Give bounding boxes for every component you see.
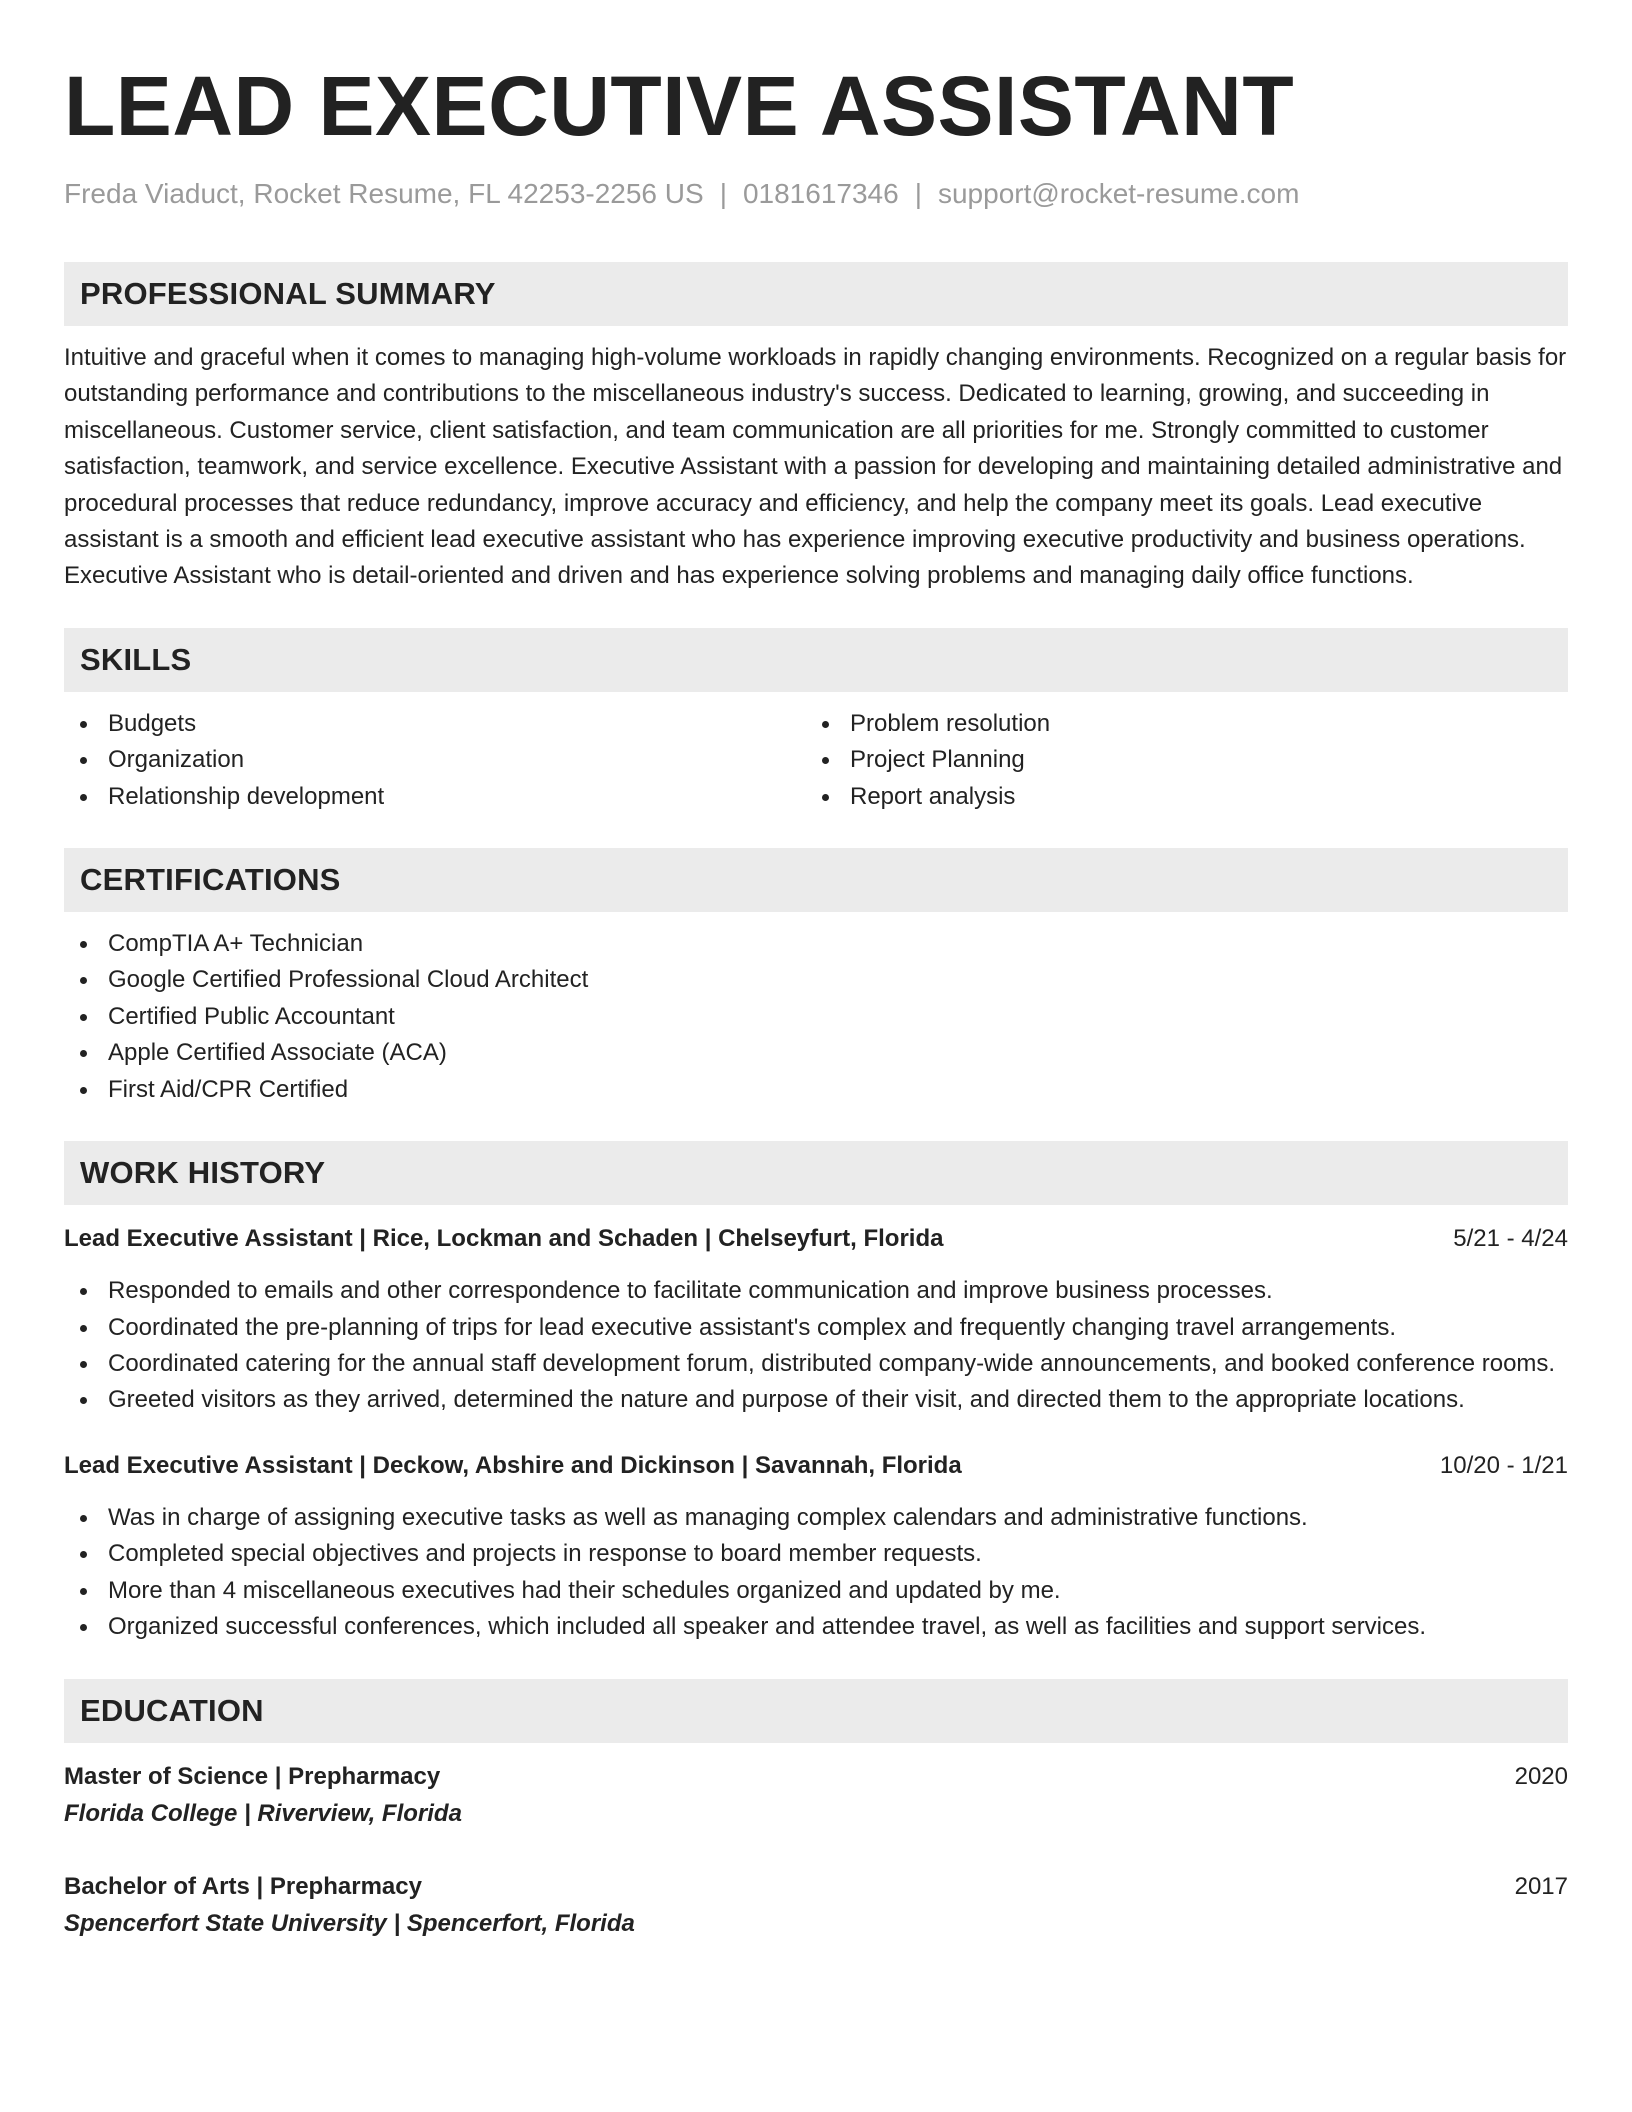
list-item: First Aid/CPR Certified bbox=[64, 1072, 1568, 1108]
list-item: Problem resolution bbox=[806, 706, 1548, 742]
list-item: Responded to emails and other correspondence to facilitate communication and improve business processes. bbox=[64, 1273, 1568, 1309]
section-header-skills: SKILLS bbox=[64, 628, 1568, 692]
list-item: More than 4 miscellaneous executives had their schedules organized and updated by me. bbox=[64, 1573, 1568, 1609]
job-entry bbox=[64, 1448, 1568, 1646]
job-heading-line bbox=[64, 1448, 1568, 1484]
job-bullets bbox=[64, 1500, 1568, 1646]
degree-title: Master of Science | Prepharmacy bbox=[64, 1763, 441, 1791]
email-text: support@rocket-resume.com bbox=[937, 178, 1300, 209]
job-heading-line bbox=[64, 1221, 1568, 1257]
contact-separator: | bbox=[914, 178, 922, 209]
certifications-list bbox=[64, 926, 1568, 1108]
education-entry bbox=[64, 1759, 1568, 1833]
list-item: Google Certified Professional Cloud Architect bbox=[64, 962, 1568, 998]
job-dates: 10/20 - 1/21 bbox=[1439, 1451, 1568, 1479]
list-item: Organized successful conferences, which included all speaker and attendee travel, as well as facilities and support services. bbox=[64, 1609, 1568, 1645]
job-entry bbox=[64, 1221, 1568, 1419]
list-item: Coordinated catering for the annual staff development forum, distributed company-wide announcements, and booked conference rooms. bbox=[64, 1346, 1568, 1382]
skills-list-left bbox=[64, 706, 806, 815]
list-item: Budgets bbox=[64, 706, 806, 742]
summary-text: Intuitive and graceful when it comes to managing high-volume workloads in rapidly changing environments. Recognized on a regular basis for outstanding performance and contributions to the miscellaneous industry's success. Dedicated to learning, growing, and succeeding in miscellaneous. Customer service, client satisfaction, and team communication are all priorities for me. Strongly committed to customer satisfaction, teamwork, and service excellence. Executive Assistant with a passion for developing and maintaining detailed administrative and procedural processes that reduce redundancy, improve accuracy and efficiency, and help the company meet its goals. Lead executive assistant is a smooth and efficient lead executive assistant who has experience improving executive productivity and business operations. Executive Assistant who is detail-oriented and driven and has experience solving problems and managing daily office functions. bbox=[64, 344, 1567, 590]
list-item: CompTIA A+ Technician bbox=[64, 926, 1568, 962]
list-item: Project Planning bbox=[806, 742, 1548, 778]
contact-line bbox=[64, 176, 1568, 212]
contact-separator: | bbox=[719, 178, 727, 209]
section-header-work-history: WORK HISTORY bbox=[64, 1141, 1568, 1205]
list-item: Certified Public Accountant bbox=[64, 999, 1568, 1035]
education-degree-line bbox=[64, 1869, 1568, 1905]
education-year: 2020 bbox=[1514, 1763, 1568, 1791]
list-item: Was in charge of assigning executive tasks as well as managing complex calendars and administrative functions. bbox=[64, 1500, 1568, 1536]
list-item: Completed special objectives and projects in response to board member requests. bbox=[64, 1536, 1568, 1572]
section-header-certifications: CERTIFICATIONS bbox=[64, 848, 1568, 912]
list-item: Report analysis bbox=[806, 779, 1548, 815]
education-degree-line bbox=[64, 1759, 1568, 1795]
school-name: Florida College | Riverview, Florida bbox=[64, 1800, 462, 1828]
section-header-education: EDUCATION bbox=[64, 1679, 1568, 1743]
job-title: Lead Executive Assistant | Rice, Lockman and Schaden | Chelseyfurt, Florida bbox=[64, 1225, 944, 1253]
skills-list-right bbox=[806, 706, 1548, 815]
resume-title: LEAD EXECUTIVE ASSISTANT bbox=[64, 59, 1295, 153]
job-title: Lead Executive Assistant | Deckow, Abshire and Dickinson | Savannah, Florida bbox=[64, 1451, 962, 1479]
list-item: Coordinated the pre-planning of trips for lead executive assistant's complex and frequently changing travel arrangements. bbox=[64, 1310, 1568, 1346]
skills-grid bbox=[64, 706, 1568, 815]
job-bullets bbox=[64, 1273, 1568, 1419]
phone-text: 0181617346 bbox=[742, 178, 899, 209]
section-header-summary: PROFESSIONAL SUMMARY bbox=[64, 262, 1568, 326]
job-dates: 5/21 - 4/24 bbox=[1453, 1225, 1568, 1253]
list-item: Organization bbox=[64, 742, 806, 778]
list-item: Greeted visitors as they arrived, determined the nature and purpose of their visit, and directed them to the appropriate locations. bbox=[64, 1382, 1568, 1418]
address-text: Freda Viaduct, Rocket Resume, FL 42253-2256 US bbox=[64, 178, 704, 209]
education-entry bbox=[64, 1869, 1568, 1943]
list-item: Apple Certified Associate (ACA) bbox=[64, 1035, 1568, 1071]
degree-title: Bachelor of Arts | Prepharmacy bbox=[64, 1873, 422, 1901]
education-year: 2017 bbox=[1514, 1873, 1568, 1901]
school-name: Spencerfort State University | Spencerfort, Florida bbox=[64, 1910, 635, 1938]
list-item: Relationship development bbox=[64, 779, 806, 815]
